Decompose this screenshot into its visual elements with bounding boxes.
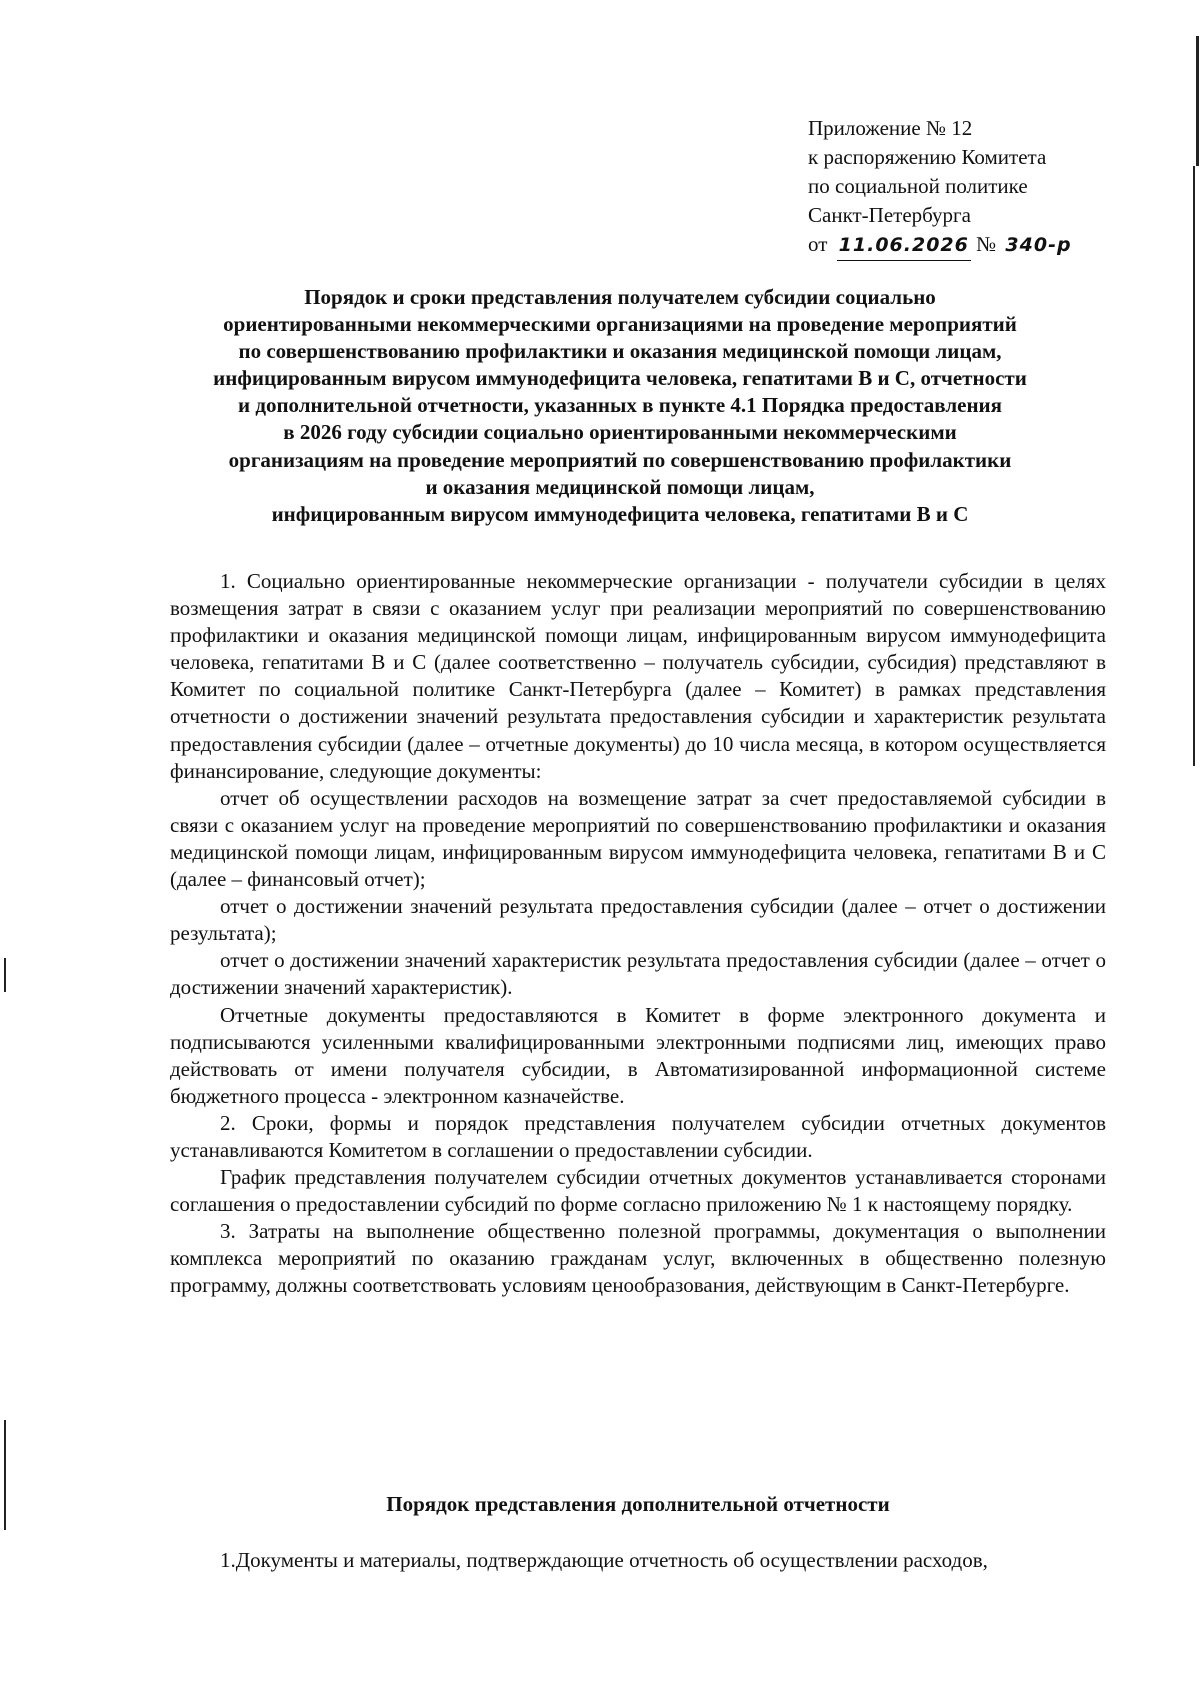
scan-edge-mark: [4, 1420, 6, 1530]
body-paragraph: отчет о достижении значений результата предоставления субсидии (далее – отчет о достижении результата);: [170, 894, 1106, 946]
title-line: по совершенствованию профилактики и оказания медицинской помощи лицам,: [238, 339, 1002, 364]
body-paragraph: Отчетные документы предоставляются в Комитет в форме электронного документа и подписываются усиленными квалифицированными электронными подписями лиц, имеющих право действовать от имени получателя субсидии, в Автоматизированной информационной системе бюджетного процесса - электронном казначействе.: [170, 1002, 1106, 1108]
body-paragraph: 2. Сроки, формы и порядок представления получателем субсидии отчетных документов устанавливаются Комитетом в соглашении о предоставлении субсидии.: [170, 1110, 1106, 1162]
title-line: и дополнительной отчетности, указанных в пункте 4.1 Порядка предоставления: [237, 393, 1003, 418]
document-body: [170, 568, 1106, 1300]
section-heading: Порядок представления дополнительной отчетности: [386, 1492, 890, 1516]
body-paragraph: 1.Документы и материалы, подтверждающие отчетность об осуществлении расходов,: [220, 1548, 988, 1572]
handwritten-number: 340-р: [1005, 234, 1072, 256]
body-paragraph: 3. Затраты на выполнение общественно полезной программы, документация о выполнении комплекса мероприятий по оказанию гражданам услуг, включенных в общественно полезную программу, должны соответствовать условиям ценообразования, действующим в Санкт-Петербурге.: [170, 1219, 1106, 1298]
from-label: от: [808, 232, 828, 256]
appendix-line: по социальной политике: [808, 174, 1028, 198]
body-paragraph: отчет об осуществлении расходов на возмещение затрат за счет предоставляемой субсидии в связи с оказанием услуг на проведение мероприятий по совершенствованию профилактики и оказания медицинской помощи лицам, инфицированным вирусом иммунодефицита человека, гепатитами В и С (далее – финансовый отчет);: [170, 785, 1106, 892]
title-line: ориентированными некоммерческими организациями на проведение мероприятий: [223, 312, 1017, 337]
body-paragraph: 1. Социально ориентированные некоммерческие организации - получатели субсидии в целях возмещения затрат в связи с оказанием услуг при реализации мероприятий по совершенствованию профилактики и оказания медицинской помощи лицам, инфицированным вирусом иммунодефицита человека, гепатитами В и С (далее соответственно – получатель субсидии, субсидия) представляют в Комитет по социальной политике Санкт-Петербурга (далее – Комитет) в рамках представления отчетности о достижении значений результата предоставления субсидии и характеристик результата предоставления субсидии (далее – отчетные документы) до 10 числа месяца, в котором осуществляется финансирование, следующие документы:: [170, 569, 1106, 783]
appendix-line: Приложение № 12: [808, 116, 973, 140]
scan-edge-mark: [1196, 36, 1199, 166]
body-paragraph: отчет о достижении значений характеристик результата предоставления субсидии (далее – отчет о достижении значений характеристик).: [170, 948, 1106, 1000]
appendix-line: к распоряжению Комитета: [808, 145, 1047, 169]
title-line: инфицированным вирусом иммунодефицита человека, гепатитами В и С, отчетности: [213, 366, 1027, 391]
appendix-line: Санкт-Петербурга: [808, 203, 971, 227]
scan-edge-mark: [1193, 166, 1195, 766]
title-line: инфицированным вирусом иммунодефицита человека, гепатитами В и С: [271, 501, 969, 526]
scan-edge-mark: [4, 958, 6, 992]
title-line: Порядок и сроки представления получателем субсидии социально: [304, 285, 936, 309]
handwritten-date: 11.06.2026: [837, 231, 971, 261]
title-line: и оказания медицинской помощи лицам,: [425, 474, 815, 499]
document-title: [150, 284, 1090, 528]
title-line: в 2026 году субсидии социально ориентированными некоммерческими: [283, 420, 957, 445]
title-line: организациям на проведение мероприятий по совершенствованию профилактики: [228, 447, 1012, 472]
body-paragraph: График представления получателем субсидии отчетных документов устанавливается сторонами соглашения о предоставлении субсидий по форме согласно приложению № 1 к настоящему порядку.: [170, 1165, 1106, 1217]
appendix-header: [808, 114, 1072, 261]
number-label: №: [976, 232, 997, 256]
section-body: [170, 1547, 1106, 1574]
appendix-date-line: [808, 230, 1072, 261]
